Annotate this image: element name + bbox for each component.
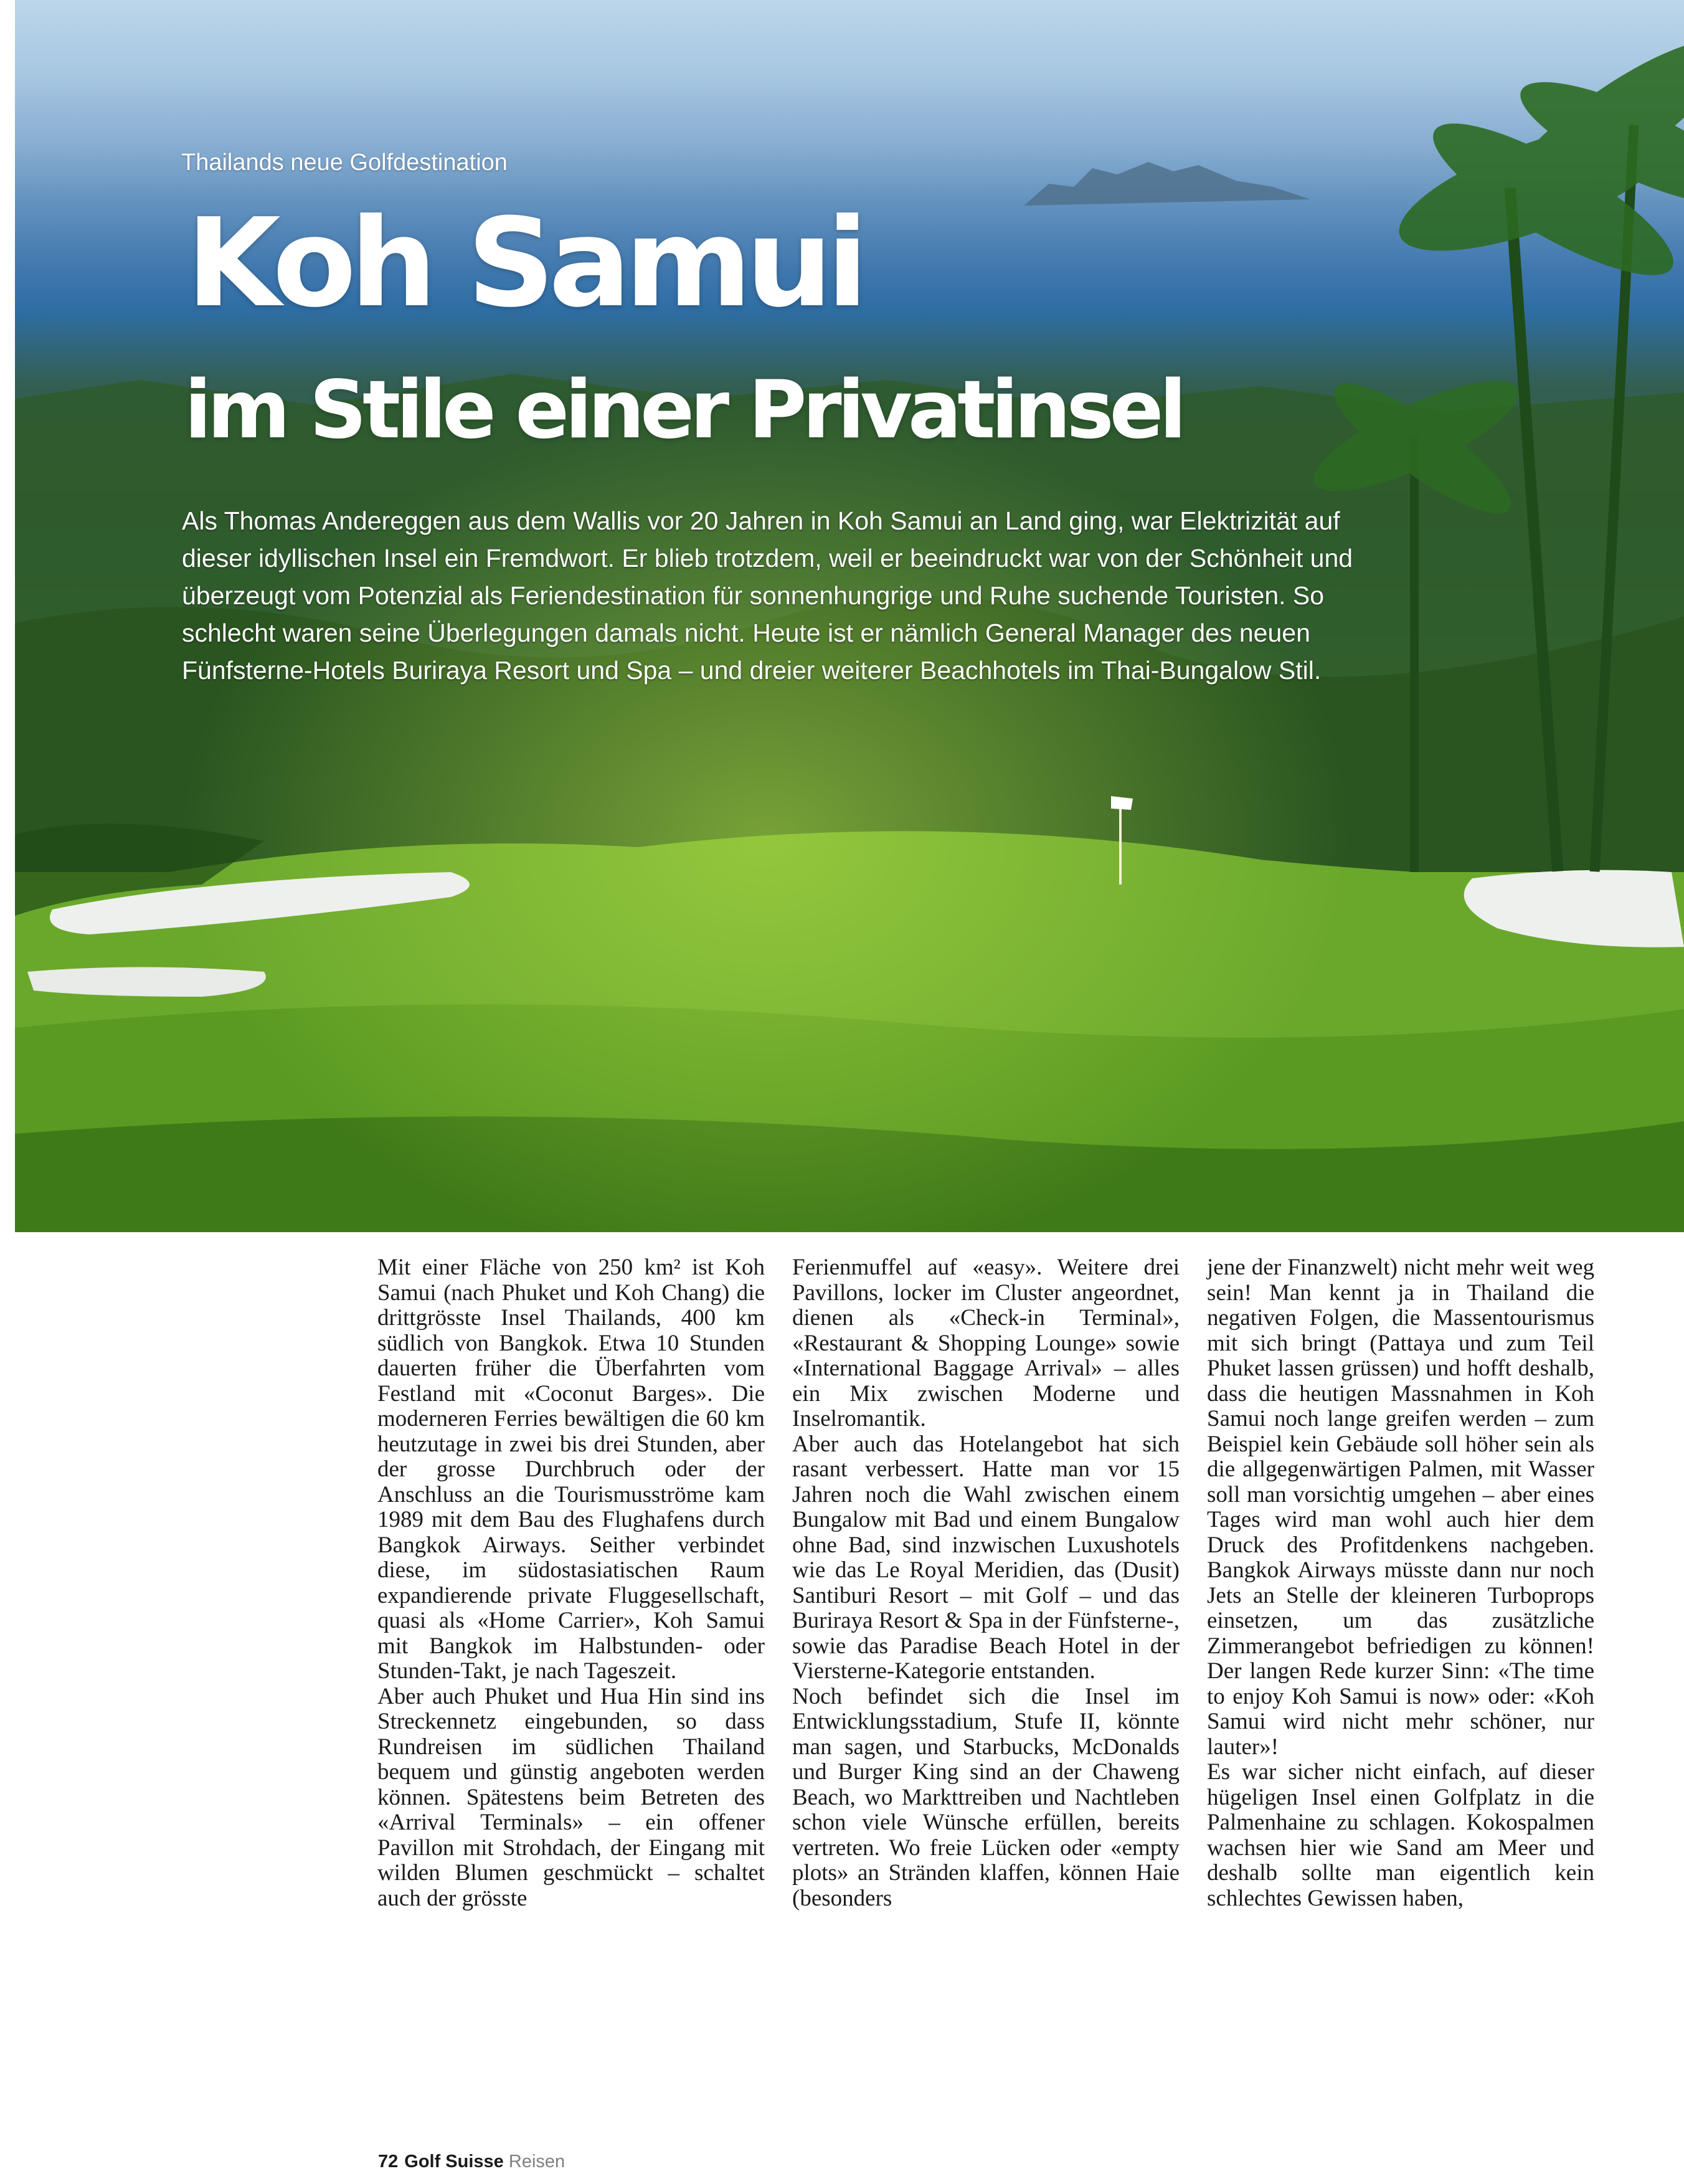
- paragraph: jene der Finanzwelt) nicht mehr weit weg sein! Man kennt ja in Thailand die negativen Folgen, die Massentourismus mit sich bringt (Pattaya und zum Teil Phuket lassen grüssen) und hofft deshalb, dass die heutigen Massnahmen in Koh Samui noch lange greifen werden – zum Beispiel kein Gebäude soll höher sein als die allgegenwärtigen Palmen, mit Wasser soll man vorsichtig umgehen – aber eines Tages wird man wohl auch hier dem Druck des Profitdenkens nachgeben. Bangkok Airways müsste dann nur noch Jets an Stelle der kleineren Turboprops einsetzen, um das zusätzliche Zimmerangebot befriedigen zu können! Der langen Rede kurzer Sinn: «The time to enjoy Koh Samui is now» oder: «Koh Samui wird nicht mehr schöner, nur lauter»!: [1207, 1255, 1594, 1760]
- paragraph: Mit einer Fläche von 250 km² ist Koh Samui (nach Phuket und Koh Chang) die drittgrösste Insel Thailands, 400 km südlich von Bangkok. Etwa 10 Stunden dauerten früher die Überfahrten vom Festland mit «Coconut Barges». Die moderneren Ferries bewältigen die 60 km heutzutage in zwei bis drei Stunden, aber der grosse Durchbruch oder der Anschluss an die Tourismusströme kam 1989 mit dem Bau des Flughafens durch Bangkok Airways. Seither verbindet diese, im südostasiatischen Raum expandierende private Fluggesellschaft, quasi als «Home Carrier», Koh Samui mit Bangkok im Halbstunden- oder Stunden-Takt, je nach Tageszeit.: [377, 1255, 765, 1684]
- magazine-name: Golf Suisse: [404, 2152, 504, 2172]
- text-column-3: [1207, 1255, 1594, 1911]
- text-column-2: [792, 1255, 1180, 1911]
- paragraph: Aber auch Phuket und Hua Hin sind ins Streckennetz eingebunden, so dass Rundreisen im südlichen Thailand bequem und günstig angeboten werden können. Spätestens beim Betreten des «Arrival Terminals» – ein offener Pavillon mit Strohdach, der Eingang mit wilden Blumen geschmückt – schaltet auch der grösste: [377, 1683, 765, 1911]
- paragraph: Noch befindet sich die Insel im Entwicklungsstadium, Stufe II, könnte man sagen, und Starbucks, McDonalds und Burger King sind an der Chaweng Beach, wo Markttreiben und Nachtleben schon viele Wünsche erfüllen, bereits vertreten. Wo freie Lücken oder «empty plots» an Stränden klaffen, können Haie (besonders: [792, 1683, 1180, 1911]
- subheadline: im Stile einer Privatinsel: [184, 364, 1183, 457]
- section-name: Reisen: [508, 2152, 565, 2172]
- paragraph: Ferienmuffel auf «easy». Weitere drei Pavillons, locker im Cluster angeordnet, dienen als «Check-in Terminal», «Restaurant & Shopping Lounge» sowie «International Baggage Arrival» – alles ein Mix zwischen Moderne und Inselromantik.: [792, 1255, 1180, 1431]
- page-footer: [378, 2152, 565, 2172]
- paragraph: Aber auch das Hotelangebot hat sich rasant verbessert. Hatte man vor 15 Jahren noch die Wahl zwischen einem Bungalow mit Bad und einem Bungalow ohne Bad, sind inzwischen Luxushotels wie das Le Royal Meridien, das (Dusit) Santiburi Resort – mit Golf – und das Buriraya Resort & Spa in der Fünfsterne-, sowie das Paradise Beach Hotel in der Viersterne-Kategorie entstanden.: [792, 1431, 1180, 1684]
- paragraph: Es war sicher nicht einfach, auf dieser hügeligen Insel einen Golfplatz in die Palmenhaine zu schlagen. Kokospalmen wachsen hier wie Sand am Meer und deshalb sollte man eigentlich kein schlechtes Gewissen haben,: [1207, 1759, 1594, 1911]
- page-number: 72: [378, 2152, 399, 2172]
- text-column-1: [377, 1255, 765, 1911]
- headline: Koh Samui: [186, 192, 863, 335]
- hero-photo: [15, 0, 1684, 1232]
- kicker: Thailands neue Golfdestination: [181, 150, 508, 176]
- lead-paragraph: Als Thomas Andereggen aus dem Wallis vor 20 Jahren in Koh Samui an Land ging, war Elektrizität auf dieser idyllischen Insel ein Fremdwort. Er blieb trotzdem, weil er beeindruckt war von der Schönheit und überzeugt vom Potenzial als Feriendestination für sonnenhungrige und Ruhe suchende Touristen. So schlecht waren seine Überlegungen damals nicht. Heute ist er nämlich General Manager des neuen Fünfsterne-Hotels Buriraya Resort und Spa – und dreier weiterer Beachhotels im Thai-Bungalow Stil.: [182, 506, 1353, 685]
